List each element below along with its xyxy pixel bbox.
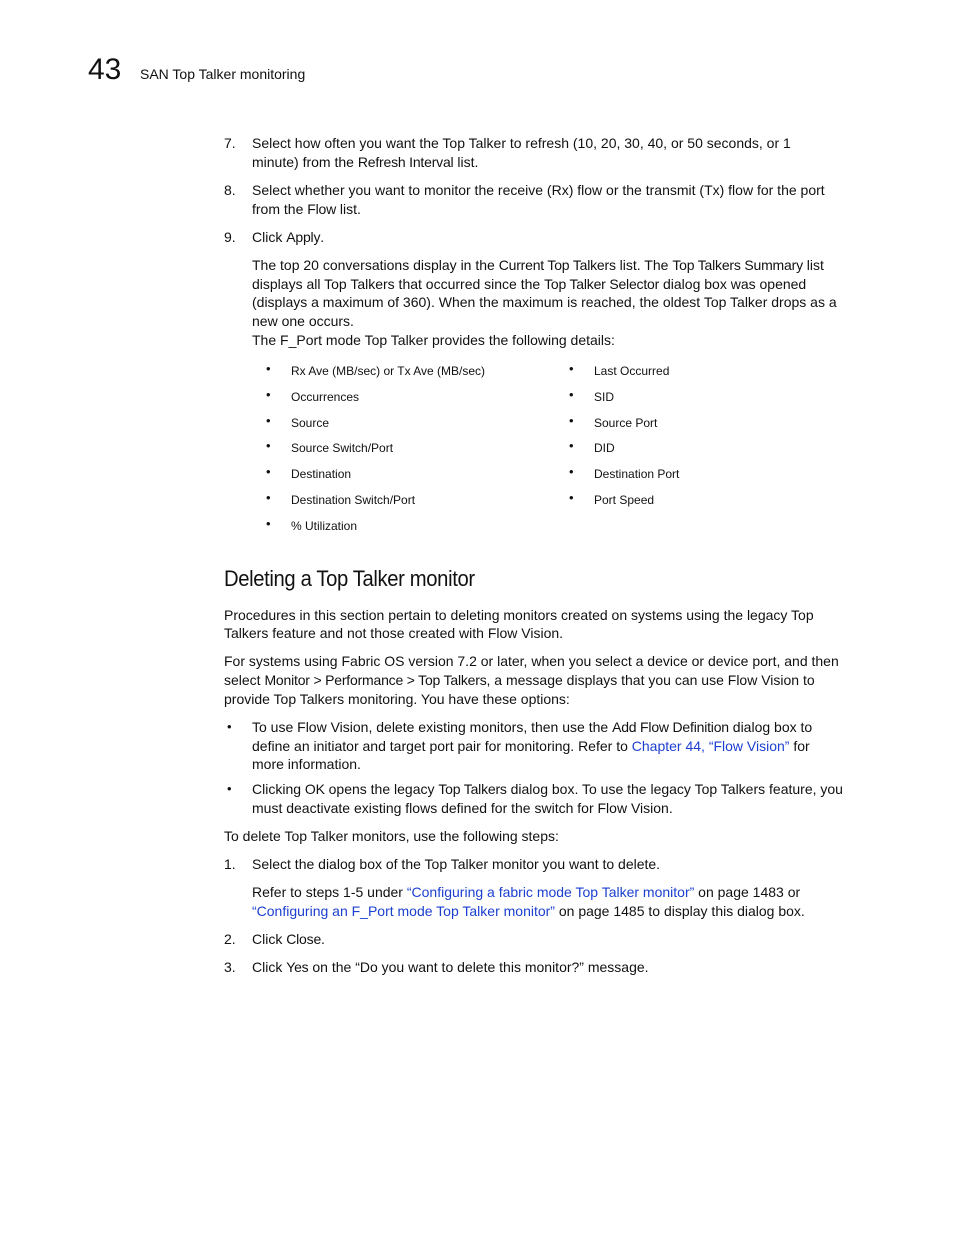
- step-number: 9.: [224, 229, 236, 245]
- step-text: Select how often you want the Top Talker to refresh (10, 20, 30, 40, or 50 seconds, or 1: [252, 135, 791, 151]
- step-number: 1.: [224, 856, 236, 872]
- detail-item: Destination Port: [594, 467, 680, 481]
- paragraph-line: new one occurs.: [252, 313, 354, 329]
- step-text: “Configuring an F_Port mode Top Talker monitor” on page 1485 to display this dialog box.: [252, 903, 805, 919]
- step-text: Click Close.: [252, 931, 325, 947]
- fabric-mode-link[interactable]: “Configuring a fabric mode Top Talker monitor”: [406, 884, 695, 900]
- paragraph-line: provide Top Talkers monitoring. You have these options:: [224, 691, 570, 707]
- detail-item: Occurrences: [291, 390, 360, 404]
- paragraph-line: The F_Port mode Top Talker provides the following details:: [252, 332, 615, 348]
- ui-label-close: Close: [286, 931, 322, 947]
- option-line: more information.: [252, 756, 361, 772]
- bullet-icon: •: [266, 490, 271, 505]
- paragraph-line: Procedures in this section pertain to deleting monitors created on systems using the legacy Top: [224, 607, 814, 623]
- paragraph-line: (displays a maximum of 360). When the maximum is reached, the oldest Top Talker drops as a: [252, 294, 837, 310]
- bullet-icon: •: [569, 438, 574, 453]
- step-number: 8.: [224, 182, 236, 198]
- step-text: from the Flow list.: [252, 201, 361, 217]
- option-line: Clicking OK opens the legacy Top Talkers dialog box. To use the legacy Top Talkers feature, you: [252, 781, 843, 797]
- option-line: define an initiator and target port pair for monitoring. Refer to Chapter 44, “Flow Vision” for: [252, 738, 810, 754]
- fport-mode-link[interactable]: “Configuring an F_Port mode Top Talker monitor”: [252, 903, 555, 919]
- chapter-44-link[interactable]: Chapter 44, “Flow Vision”: [631, 738, 790, 754]
- paragraph-line: To delete Top Talker monitors, use the following steps:: [224, 828, 559, 844]
- step-text: minute) from the Refresh Interval list.: [252, 154, 479, 170]
- bullet-icon: •: [569, 387, 574, 402]
- step-text: Click Apply.: [252, 229, 325, 245]
- bullet-icon: •: [266, 387, 271, 402]
- step-text: Refer to steps 1-5 under “Configuring a fabric mode Top Talker monitor” on page 1483 or: [252, 884, 801, 900]
- detail-item: SID: [594, 390, 615, 404]
- detail-item: Source: [291, 416, 330, 430]
- bullet-icon: •: [569, 464, 574, 479]
- bullet-icon: •: [266, 438, 271, 453]
- ui-label-yes: Yes: [286, 959, 309, 975]
- paragraph-line: For systems using Fabric OS version 7.2 or later, when you select a device or device port, and then: [224, 653, 839, 669]
- detail-item: Rx Ave (MB/sec) or Tx Ave (MB/sec): [291, 364, 486, 378]
- paragraph-line: The top 20 conversations display in the Current Top Talkers list. The Top Talkers Summary list: [252, 257, 824, 273]
- ui-label-apply: Apply: [286, 229, 321, 245]
- bullet-icon: •: [266, 413, 271, 428]
- menu-path: Monitor > Performance > Top Talkers: [264, 672, 487, 688]
- option-line: must deactivate existing flows defined for the switch for Flow Vision.: [252, 800, 673, 816]
- ui-label-flow: Flow: [307, 201, 337, 217]
- chapter-number: 43: [88, 53, 122, 86]
- step-number: 3.: [224, 959, 236, 975]
- bullet-icon: •: [569, 413, 574, 428]
- detail-item: Source Switch/Port: [291, 441, 394, 455]
- bullet-icon: •: [266, 361, 271, 376]
- bullet-icon: •: [227, 719, 232, 734]
- step-number: 2.: [224, 931, 236, 947]
- bullet-icon: •: [266, 464, 271, 479]
- bullet-icon: •: [266, 516, 271, 531]
- ui-label-refresh-interval: Refresh Interval: [357, 154, 454, 170]
- section-heading: Deleting a Top Talker monitor: [224, 566, 475, 591]
- paragraph-line: Talkers feature and not those created with Flow Vision.: [224, 625, 564, 641]
- detail-item: Last Occurred: [594, 364, 670, 378]
- paragraph-line: select Monitor > Performance > Top Talkers, a message displays that you can use Flow Vision to: [224, 672, 815, 688]
- step-number: 7.: [224, 135, 236, 151]
- step-text: Click Yes on the “Do you want to delete this monitor?” message.: [252, 959, 649, 975]
- detail-item: DID: [594, 441, 615, 455]
- detail-item: Destination Switch/Port: [291, 493, 416, 507]
- detail-item: Source Port: [594, 416, 658, 430]
- option-line: To use Flow Vision, delete existing monitors, then use the Add Flow Definition dialog box to: [252, 719, 813, 735]
- detail-item: % Utilization: [291, 519, 358, 533]
- detail-item: Port Speed: [594, 493, 655, 507]
- step-text: Select the dialog box of the Top Talker monitor you want to delete.: [252, 856, 661, 872]
- detail-item: Destination: [291, 467, 352, 481]
- bullet-icon: •: [227, 781, 232, 796]
- step-text: Select whether you want to monitor the receive (Rx) flow or the transmit (Tx) flow for the port: [252, 182, 825, 198]
- paragraph-line: displays all Top Talkers that occurred since the Top Talker Selector dialog box was opened: [252, 276, 807, 292]
- bullet-icon: •: [569, 490, 574, 505]
- bullet-icon: •: [569, 361, 574, 376]
- chapter-title: SAN Top Talker monitoring: [140, 66, 306, 82]
